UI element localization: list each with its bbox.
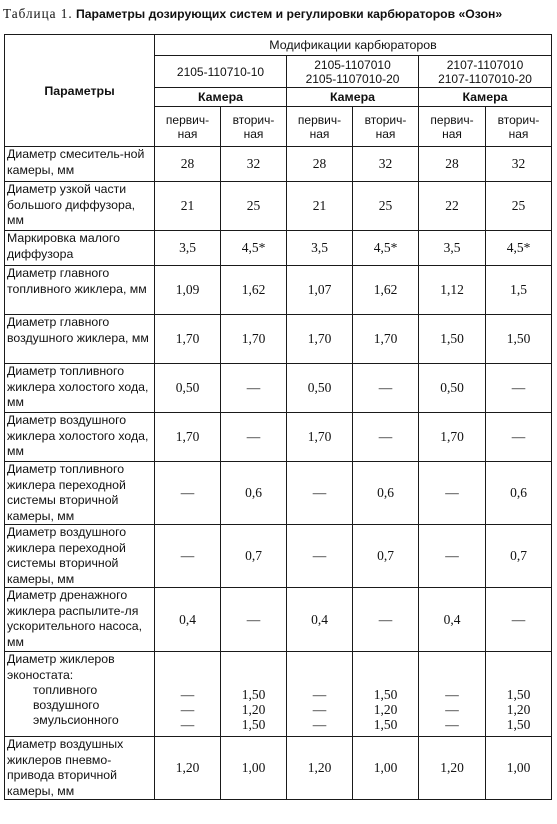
value-cell: 1,62	[221, 266, 287, 315]
value-cell: 0,50	[287, 364, 353, 413]
chamber-header-2: Камера	[287, 88, 419, 107]
econostat-value: —	[445, 687, 459, 702]
value-cell: —	[486, 588, 552, 652]
table-row	[5, 413, 552, 462]
model-header-3	[419, 56, 552, 88]
model-2-line1: 2105-1107010	[314, 57, 391, 72]
value-cell: —	[419, 525, 486, 588]
parameter-label: Диаметр узкой части большого диффузора, мм	[5, 182, 155, 231]
parameter-label: Диаметр воздушного жиклера холостого хода, мм	[5, 413, 155, 462]
value-cell: 1,70	[287, 413, 353, 462]
table-row	[5, 364, 552, 413]
chamber-type-label-part: вторич-	[497, 112, 540, 127]
secondary-chamber-header-3	[486, 107, 552, 147]
value-cell: 1,70	[287, 315, 353, 364]
value-cell: 4,5*	[353, 231, 419, 266]
value-cell: 1,00	[486, 737, 552, 800]
value-cell: 0,6	[486, 462, 552, 525]
value-cell: —	[221, 364, 287, 413]
econostat-value: —	[180, 687, 195, 702]
econostat-value: —	[180, 702, 195, 717]
value-cell: 25	[353, 182, 419, 231]
value-cell: —	[419, 462, 486, 525]
chamber-type-label-part: ная	[177, 126, 198, 141]
table-row	[5, 231, 552, 266]
econostat-value: —	[180, 717, 195, 732]
primary-chamber-header-2	[287, 107, 353, 147]
table-row-econostat	[5, 652, 552, 737]
value-cell: 21	[155, 182, 221, 231]
chamber-type-label-part: ная	[243, 126, 264, 141]
table-title: Параметры дозирующих систем и регулировки карбюраторов «Озон»	[76, 7, 503, 21]
value-cell: 1,70	[221, 315, 287, 364]
econostat-value-cell	[353, 652, 419, 737]
value-cell: 25	[486, 182, 552, 231]
value-cell: 32	[486, 147, 552, 182]
carburetor-parameters-table	[4, 34, 552, 800]
value-cell: —	[353, 588, 419, 652]
econostat-value-cell	[221, 652, 287, 737]
econostat-value: 1,20	[506, 702, 531, 717]
chamber-type-label-part: вторич-	[232, 112, 275, 127]
value-cell: 3,5	[419, 231, 486, 266]
chamber-type-label-part: первич-	[297, 112, 342, 127]
econostat-value: —	[445, 702, 459, 717]
value-cell: 1,70	[155, 315, 221, 364]
parameter-label-econostat	[5, 652, 155, 737]
econostat-value: 1,50	[506, 687, 531, 702]
value-cell: 1,50	[486, 315, 552, 364]
value-cell: 1,20	[419, 737, 486, 800]
value-cell: 3,5	[287, 231, 353, 266]
econostat-value: —	[312, 687, 327, 702]
table-row	[5, 462, 552, 525]
econostat-value-cell	[486, 652, 552, 737]
econostat-value: 1,50	[241, 687, 266, 702]
value-cell: 4,5*	[486, 231, 552, 266]
cell-spacer	[287, 732, 352, 736]
table-row	[5, 525, 552, 588]
chamber-type-label-part: ная	[442, 126, 462, 141]
value-cell: 28	[155, 147, 221, 182]
model-2-line2: 2105-1107010-20	[305, 71, 400, 86]
value-cell: 1,07	[287, 266, 353, 315]
econostat-value-cell	[155, 652, 221, 737]
model-1-line1: 2105-110710-10	[176, 64, 265, 79]
value-cell: 0,7	[486, 525, 552, 588]
econostat-sub-label: топливного	[33, 683, 98, 697]
cell-spacer	[419, 732, 485, 736]
value-cell: 22	[419, 182, 486, 231]
cell-spacer	[221, 732, 286, 736]
table-row	[5, 266, 552, 315]
value-cell: 21	[287, 182, 353, 231]
value-cell: 1,70	[419, 413, 486, 462]
chamber-type-label-part: вторич-	[364, 112, 407, 127]
cell-spacer	[486, 732, 551, 736]
value-cell: —	[155, 525, 221, 588]
econostat-sub-label: эмульсионного	[33, 713, 119, 727]
value-cell: 0,7	[221, 525, 287, 588]
value-cell: 0,4	[419, 588, 486, 652]
secondary-chamber-header-2	[353, 107, 419, 147]
econostat-value: 1,50	[373, 717, 398, 732]
chamber-type-label-part: первич-	[430, 112, 474, 127]
value-cell: 0,6	[353, 462, 419, 525]
parameter-label: Диаметр топливного жиклера переходной системы вторичной камеры, мм	[5, 462, 155, 525]
table-caption	[3, 2, 555, 26]
value-cell: 1,62	[353, 266, 419, 315]
parameter-label: Диаметр воздушного жиклера переходной системы вторичной камеры, мм	[5, 525, 155, 588]
value-cell: 28	[419, 147, 486, 182]
parameter-label: Диаметр топливного жиклера холостого хода, мм	[5, 364, 155, 413]
econostat-value: 1,20	[241, 702, 266, 717]
model-header-2	[287, 56, 419, 88]
value-cell: 0,50	[155, 364, 221, 413]
value-cell: 32	[221, 147, 287, 182]
cell-spacer	[155, 732, 220, 736]
parameter-label: Диаметр главного топливного жиклера, мм	[5, 266, 155, 315]
chamber-type-label-part: ная	[508, 126, 529, 141]
parameter-label: Диаметр воздушных жиклеров пневмо-привода вторичной камеры, мм	[5, 737, 155, 800]
value-cell: —	[486, 364, 552, 413]
value-cell: 1,20	[287, 737, 353, 800]
value-cell: —	[486, 413, 552, 462]
primary-chamber-header-3	[419, 107, 486, 147]
value-cell: 1,00	[353, 737, 419, 800]
model-header-1	[155, 56, 287, 88]
parameter-label: Диаметр главного воздушного жиклера, мм	[5, 315, 155, 364]
value-cell: —	[353, 364, 419, 413]
value-cell: 1,70	[353, 315, 419, 364]
value-cell: 1,09	[155, 266, 221, 315]
value-cell: —	[221, 588, 287, 652]
table-row	[5, 315, 552, 364]
parameter-label: Диаметр смеситель-ной камеры, мм	[5, 147, 155, 182]
value-cell: 28	[287, 147, 353, 182]
econostat-value: —	[312, 717, 327, 732]
secondary-chamber-header-1	[221, 107, 287, 147]
econostat-value-cell	[419, 652, 486, 737]
value-cell: 0,4	[287, 588, 353, 652]
modifications-header: Модификации карбюраторов	[155, 35, 552, 56]
table-number: Таблица 1.	[3, 6, 73, 21]
chamber-type-label-part: ная	[375, 126, 396, 141]
chamber-header-1: Камера	[155, 88, 287, 107]
value-cell: 0,4	[155, 588, 221, 652]
chamber-header-3: Камера	[419, 88, 552, 107]
econostat-value-cell	[287, 652, 353, 737]
value-cell: 1,12	[419, 266, 486, 315]
primary-chamber-header-1	[155, 107, 221, 147]
value-cell: 32	[353, 147, 419, 182]
table-row	[5, 182, 552, 231]
parameter-label: Диаметр дренажного жиклера распылите-ля ускорительного насоса, мм	[5, 588, 155, 652]
econostat-value: 1,50	[373, 687, 398, 702]
value-cell: 1,50	[419, 315, 486, 364]
params-header: Параметры	[5, 35, 155, 147]
value-cell: 1,00	[221, 737, 287, 800]
econostat-value: 1,50	[506, 717, 531, 732]
model-3-line1: 2107-1107010	[446, 57, 524, 72]
value-cell: 1,70	[155, 413, 221, 462]
value-cell: 1,5	[486, 266, 552, 315]
cell-spacer	[353, 732, 418, 736]
value-cell: 0,6	[221, 462, 287, 525]
econostat-value: 1,50	[241, 717, 266, 732]
table-row	[5, 588, 552, 652]
value-cell: —	[221, 413, 287, 462]
econostat-value: —	[312, 702, 327, 717]
value-cell: 25	[221, 182, 287, 231]
value-cell: 0,7	[353, 525, 419, 588]
chamber-type-label-part: первич-	[165, 112, 210, 127]
econostat-value: —	[445, 717, 459, 732]
econostat-sub-label: воздушного	[33, 698, 100, 712]
econostat-title: Диаметр жиклеров эконостата:	[7, 652, 115, 682]
value-cell: —	[155, 462, 221, 525]
parameter-label: Маркировка малого диффузора	[5, 231, 155, 266]
table-row	[5, 737, 552, 800]
value-cell: —	[287, 525, 353, 588]
value-cell: 3,5	[155, 231, 221, 266]
value-cell: —	[287, 462, 353, 525]
model-3-line2: 2107-1107010-20	[438, 71, 532, 86]
value-cell: 0,50	[419, 364, 486, 413]
value-cell: 4,5*	[221, 231, 287, 266]
chamber-type-label-part: ная	[309, 126, 330, 141]
table-row	[5, 147, 552, 182]
value-cell: 1,20	[155, 737, 221, 800]
value-cell: —	[353, 413, 419, 462]
econostat-value: 1,20	[373, 702, 398, 717]
